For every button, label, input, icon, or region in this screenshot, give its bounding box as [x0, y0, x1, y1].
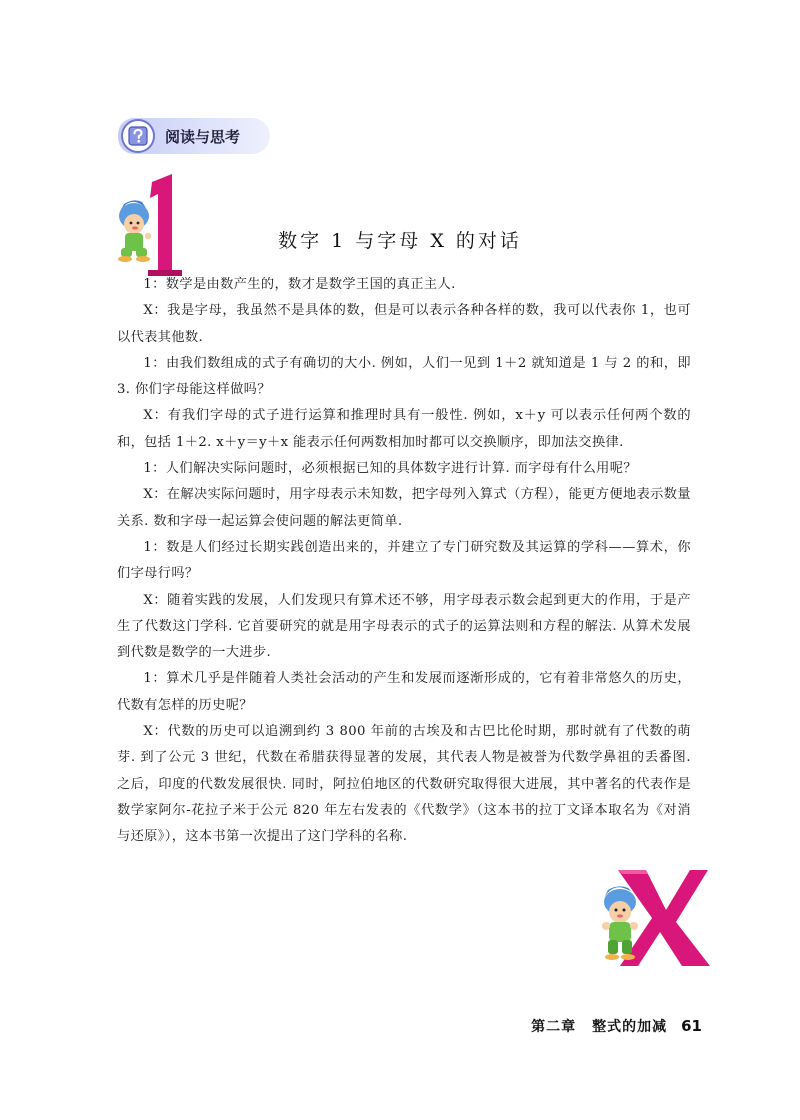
- paragraph: 1：人们解决实际问题时，必须根据已知的具体数字进行计算. 而字母有什么用呢？: [143, 461, 637, 477]
- paragraph: X：我是字母，我虽然不是具体的数，但是可以表示各种各样的数，我可以代表你 1，也可以代表其他数.: [117, 303, 691, 345]
- chapter-label: 第二章: [531, 1019, 577, 1035]
- page-footer: [531, 1016, 702, 1036]
- page-number: 61: [681, 1017, 702, 1035]
- paragraph: 1：数学是由数产生的，数才是数学王国的真正主人.: [143, 277, 456, 292]
- paragraph: X：代数的历史可以追溯到约 3 800 年前的古埃及和古巴比伦时期，那时就有了代数的萌芽. 到了公元 3 世纪，代数在希腊获得显著的发展，其代表人物是被誉为代数学鼻祖的丢番图. 之后，印度的代数发展很快. 同时，阿拉伯地区的代数研究取得很大进展，其中著名的代表作是数学家阿尔-花拉子米于公元 820 年左右发表的《代数学》（这本书的拉丁文译本取名为《对消与还原》），这本书第一次提出了这门学科的名称.: [117, 724, 691, 845]
- paragraph: 1：数是人们经过长期实践创造出来的，并建立了专门研究数及其运算的学科——算术，你们字母行吗？: [117, 539, 691, 582]
- question-icon: [121, 119, 155, 153]
- paragraph: 1：算术几乎是伴随着人类社会活动的产生和发展而逐渐形成的，它有着非常悠久的历史，代数有怎样的历史呢？: [117, 671, 691, 713]
- section-label: 阅读与思考: [165, 127, 241, 146]
- section-badge: [118, 118, 270, 154]
- article-body: [117, 272, 691, 851]
- paragraph: X：有我们字母的式子进行运算和推理时具有一般性. 例如，x＋y 可以表示任何两个数的和，包括 1＋2. x＋y＝y＋x 能表示任何两数相加时都可以交换顺序，即加法交换律.: [117, 408, 691, 450]
- article-title: 数字 1 与字母 X 的对话: [278, 230, 522, 252]
- paragraph: X：在解决实际问题时，用字母表示未知数，把字母列入算式（方程），能更方便地表示数量关系. 数和字母一起运算会使问题的解法更简单.: [117, 487, 691, 529]
- letter-x-character-illustration: [588, 862, 718, 970]
- paragraph: 1：由我们数组成的式子有确切的大小. 例如，人们一见到 1＋2 就知道是 1 与 2 的和，即 3. 你们字母能这样做吗？: [117, 355, 691, 398]
- paragraph: X：随着实践的发展，人们发现只有算术还不够，用字母表示数会起到更大的作用，于是产生了代数这门学科. 它首要研究的就是用字母表示的式子的运算法则和方程的解法. 从算术发展到代数是数学的一大进步.: [117, 592, 691, 661]
- section-name: 整式的加减: [592, 1019, 668, 1035]
